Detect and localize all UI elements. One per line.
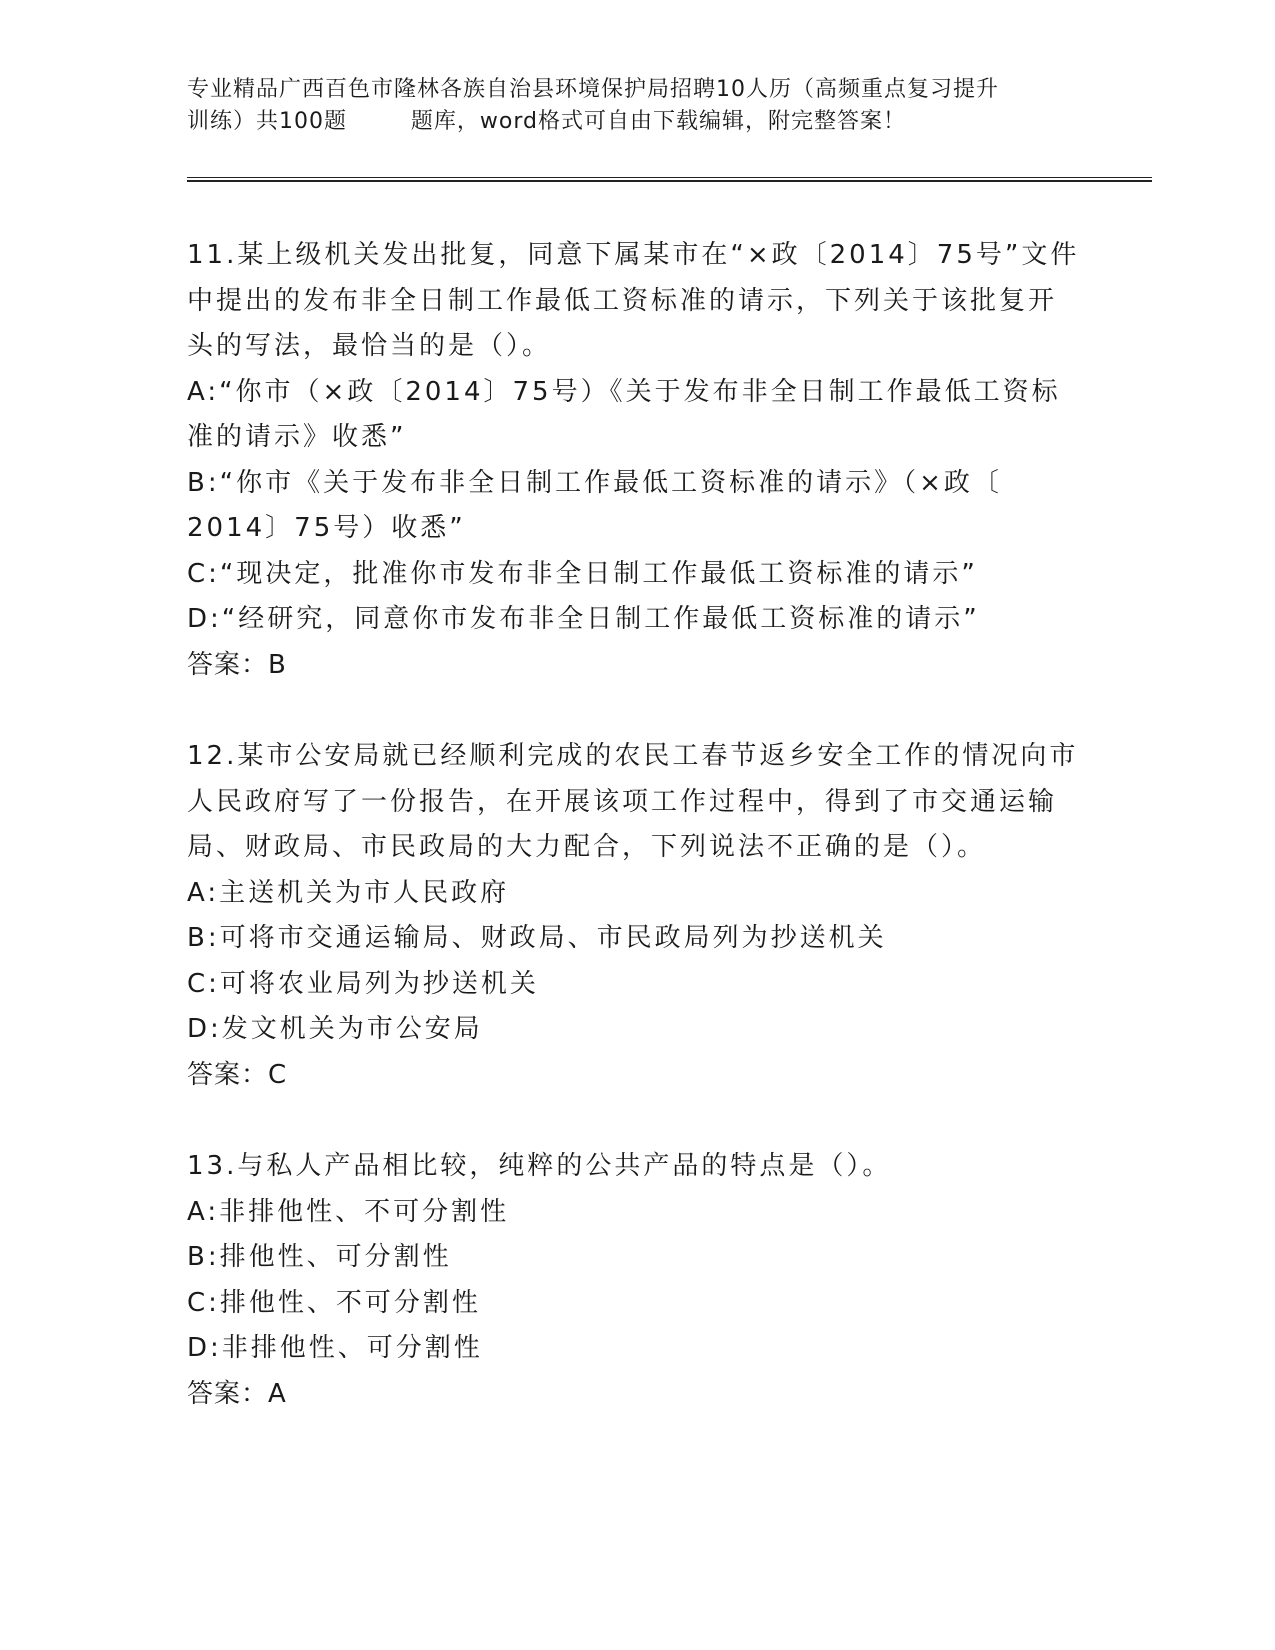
- question-stem-line: 11.某上级机关发出批复，同意下属某市在“×政〔2014〕75号”文件: [187, 240, 1080, 270]
- option-d: D:发文机关为市公安局: [187, 1014, 483, 1044]
- option-c: C:可将农业局列为抄送机关: [187, 968, 539, 999]
- header-line-1: 专业精品广西百色市隆林各族自治县环境保护局招聘10人历（高频重点复习提升: [187, 77, 999, 102]
- question-stem-line: 13.与私人产品相比较，纯粹的公共产品的特点是（）。: [187, 1151, 892, 1181]
- question-stem-line: 头的写法，最恰当的是（）。: [187, 331, 552, 361]
- question-12: [187, 734, 1087, 1098]
- option-a: A:“你市（×政〔2014〕75号）《关于发布非全日制工作最低工资标: [187, 376, 1061, 407]
- answer-label: 答案：C: [187, 1059, 288, 1090]
- option-c: C:排他性、不可分割性: [187, 1287, 481, 1318]
- question-13: [187, 1144, 1087, 1417]
- option-b: B:可将市交通运输局、财政局、市民政局列为抄送机关: [187, 923, 887, 953]
- answer-label: 答案：B: [187, 649, 287, 680]
- question-list: [187, 233, 1087, 1463]
- option-c: C:“现决定，批准你市发布非全日制工作最低工资标准的请示”: [187, 558, 978, 589]
- option-a: A:非排他性、不可分割性: [187, 1196, 510, 1227]
- page-header: [187, 74, 1087, 138]
- option-d: D:非排他性、可分割性: [187, 1333, 483, 1363]
- option-b-continued: 2014〕75号）收悉”: [187, 513, 466, 543]
- option-a: A:主送机关为市人民政府: [187, 877, 510, 908]
- option-b: B:排他性、可分割性: [187, 1242, 452, 1272]
- question-stem-line: 局、财政局、市民政局的大力配合，下列说法不正确的是（）。: [187, 832, 987, 862]
- header-line-2: 训练）共100题 题库，word格式可自由下载编辑，附完整答案！: [187, 109, 907, 134]
- question-stem-line: 12.某市公安局就已经顺利完成的农民工春节返乡安全工作的情况向市: [187, 741, 1079, 771]
- header-divider: [187, 177, 1152, 182]
- option-b: B:“你市《关于发布非全日制工作最低工资标准的请示》（×政〔: [187, 467, 1002, 498]
- question-stem-line: 中提出的发布非全日制工作最低工资标准的请示，下列关于该批复开: [187, 285, 1058, 316]
- answer-label: 答案：A: [187, 1378, 287, 1409]
- option-d: D:“经研究，同意你市发布非全日制工作最低工资标准的请示”: [187, 604, 980, 634]
- option-a-continued: 准的请示》收悉”: [187, 422, 407, 452]
- question-11: [187, 233, 1087, 688]
- question-stem-line: 人民政府写了一份报告，在开展该项工作过程中，得到了市交通运输: [187, 786, 1058, 817]
